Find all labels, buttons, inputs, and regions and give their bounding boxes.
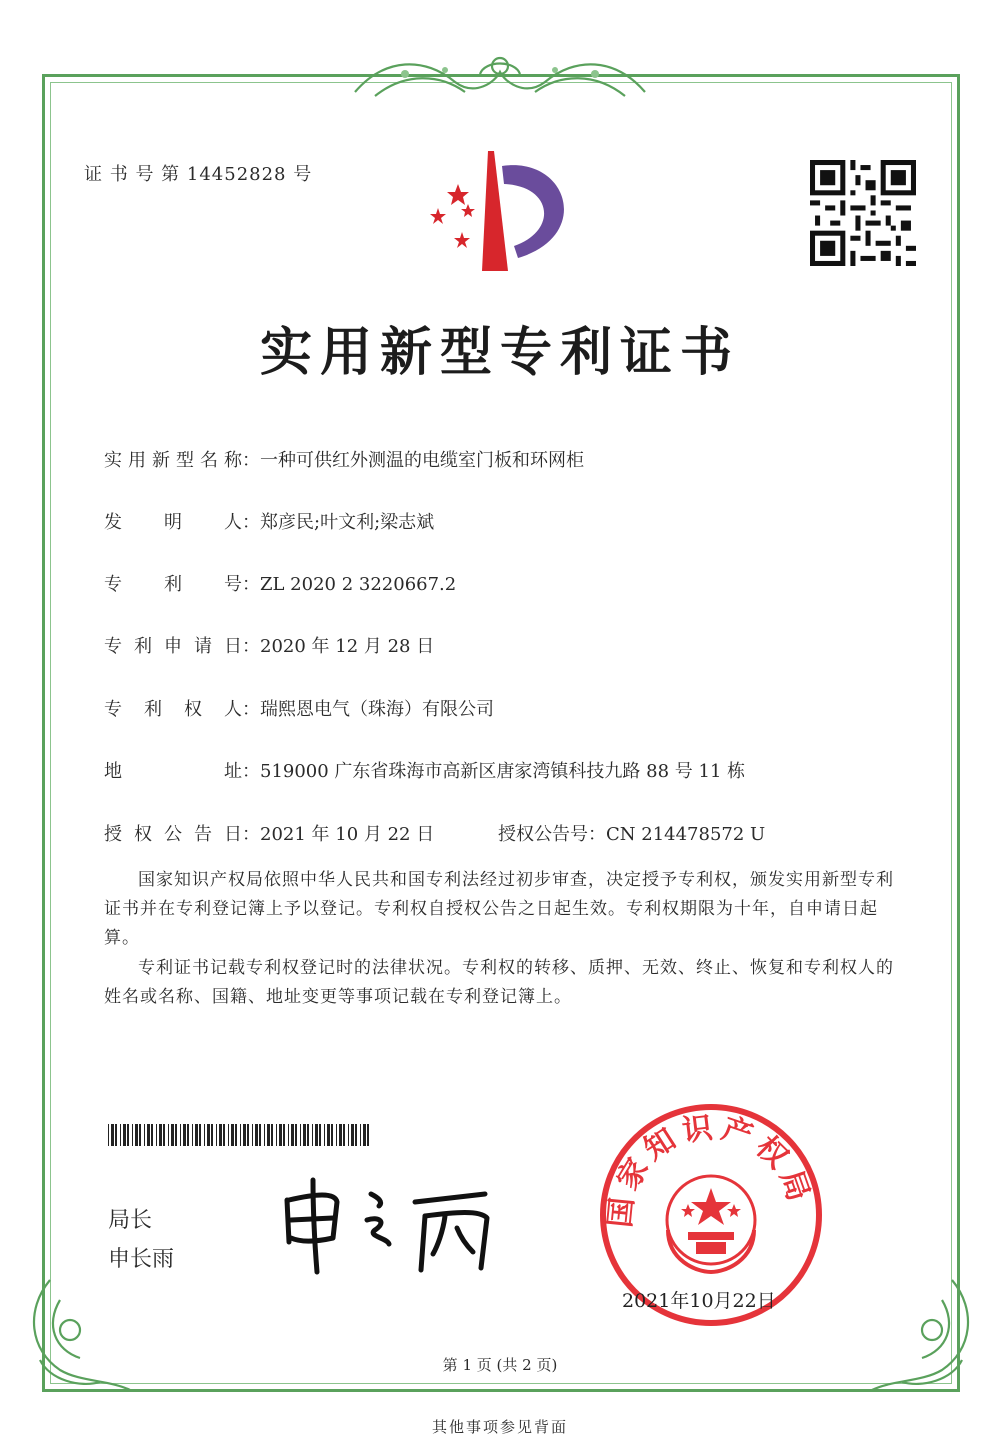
page-number: 第 1 页 (共 2 页) [442, 1356, 558, 1374]
field-utility-model-name: 实用新型名称：一种可供红外测温的电缆室门板和环网柜 [104, 446, 584, 472]
bottom-right-ornament [862, 1270, 982, 1400]
field-value: 郑彦民;叶文利;梁志斌 [260, 512, 435, 533]
field-label: 专利申请日 [104, 636, 242, 657]
field-publication-number: 授权公告号：CN 214478572 U [498, 824, 766, 845]
director-title: 局长 [108, 1208, 153, 1233]
field-address: 地址：519000 广东省珠海市高新区唐家湾镇科技九路 88 号 11 栋 [104, 757, 745, 783]
seal-date: 2021年10月22日 [622, 1290, 776, 1312]
field-label: 地址 [104, 761, 242, 782]
field-label: 授权公告日 [104, 824, 242, 845]
field-value: ZL 2020 2 3220667.2 [260, 574, 457, 595]
field-label: 发明人 [104, 512, 242, 533]
director-name: 申长雨 [108, 1247, 175, 1272]
field-label: 专利号 [104, 574, 242, 595]
field-value: 2021 年 10 月 22 日 [260, 824, 435, 845]
back-note: 其他事项参见背面 [431, 1418, 568, 1436]
director-signature [275, 1172, 505, 1282]
field-application-date: 专利申请日：2020 年 12 月 28 日 [104, 632, 434, 658]
qr-code [810, 160, 916, 266]
field-patent-number: 专利号：ZL 2020 2 3220667.2 [104, 570, 456, 596]
bottom-left-ornament [20, 1270, 140, 1400]
field-patentee: 专利权人：瑞熙恩电气（珠海）有限公司 [104, 695, 494, 721]
certificate-number: 证 书 号 第 14452828 号 [84, 164, 313, 185]
legal-paragraph: 专利证书记载专利权登记时的法律状况。专利权的转移、质押、无效、终止、恢复和专利权人的姓名或名称、国籍、地址变更等事项记载在专利登记簿上。 [104, 958, 894, 1007]
field-value: 一种可供红外测温的电缆室门板和环网柜 [260, 450, 584, 471]
field-label: 授权公告号 [498, 824, 588, 845]
field-value: 519000 广东省珠海市高新区唐家湾镇科技九路 88 号 11 栋 [260, 761, 746, 782]
certificate-title: 实用新型专利证书 [259, 322, 740, 383]
field-label: 实用新型名称 [104, 450, 242, 471]
field-grant-date: 授权公告日：2021 年 10 月 22 日 [104, 820, 434, 846]
field-value: 2020 年 12 月 28 日 [260, 636, 435, 657]
seal-text: 国家知识产权局 [602, 1109, 818, 1230]
field-value: 瑞熙恩电气（珠海）有限公司 [260, 699, 494, 720]
field-inventor: 发明人：郑彦民;叶文利;梁志斌 [104, 508, 434, 534]
field-label: 专利权人 [104, 699, 242, 720]
barcode [108, 1124, 372, 1146]
field-value: CN 214478572 U [606, 824, 766, 845]
legal-paragraph: 国家知识产权局依照中华人民共和国专利法经过初步审查，决定授予专利权，颁发实用新型专利证书并在专利登记簿上予以登记。专利权自授权公告之日起生效。专利权期限为十年，自申请日起算。 [104, 870, 894, 948]
patent-office-logo [418, 146, 588, 276]
top-ornament [345, 52, 655, 108]
